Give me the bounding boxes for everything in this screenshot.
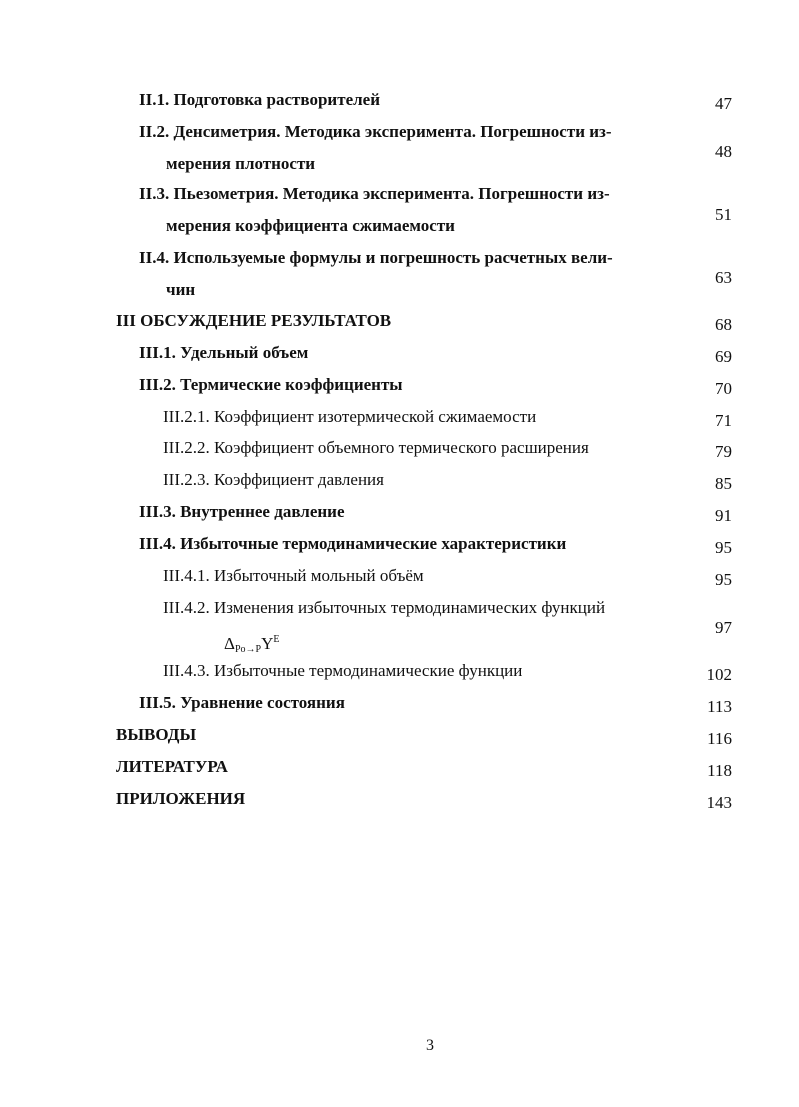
toc-page-number: 48: [715, 142, 732, 161]
toc-entry-title: II.2. Денсиметрия. Методика эксперимента. Погрешности из-: [139, 122, 612, 141]
toc-entry-title: III ОБСУЖДЕНИЕ РЕЗУЛЬТАТОВ: [116, 311, 392, 330]
toc-page-number: 118: [707, 761, 732, 780]
toc-entry-title: III.4.2. Изменения избыточных термодинамических функций: [163, 598, 606, 617]
toc-entry-iii-1: [139, 337, 679, 369]
toc-entry-iii: [116, 305, 676, 337]
toc-entry-title: ПРИЛОЖЕНИЯ: [116, 789, 246, 808]
toc-entry-title: II.3. Пьезометрия. Методика эксперимента. Погрешности из-: [139, 184, 610, 203]
toc-entry-iii-5: [139, 687, 679, 719]
toc-page-number: 79: [715, 442, 732, 461]
toc-page-number: 91: [715, 506, 732, 525]
toc-page-number: 97: [715, 618, 732, 637]
toc-entry-title: ЛИТЕРАТУРА: [116, 757, 228, 776]
toc-entry-title: II.4. Используемые формулы и погрешность расчетных вели-: [139, 248, 613, 267]
toc-page-number: 113: [707, 697, 732, 716]
toc-page-number: 69: [715, 347, 732, 366]
toc-entry-references: [116, 751, 676, 783]
toc-entry-title: ВЫВОДЫ: [116, 725, 197, 744]
toc-page-number: 51: [715, 205, 732, 224]
toc-entry-title: II.1. Подготовка растворителей: [139, 90, 380, 109]
toc-entry-title: III.2.2. Коэффициент объемного термического расширения: [163, 438, 589, 457]
toc-entry-title: III.1. Удельный объем: [139, 343, 309, 362]
toc-entry-conclusions: [116, 719, 676, 751]
toc-entry-continuation: мерения коэффициента сжимаемости: [166, 216, 455, 235]
toc-entry-iii-3: [139, 496, 679, 528]
toc-entry-ii-1: [139, 84, 679, 116]
toc-entry-title: III.4.3. Избыточные термодинамические функции: [163, 661, 523, 680]
formula-subscript: Po→P: [234, 644, 262, 655]
toc-entry-title: III.2.1. Коэффициент изотермической сжимаемости: [163, 407, 537, 426]
toc-entry-title: III.4. Избыточные термодинамические характеристики: [139, 534, 567, 553]
toc-page-number: 95: [715, 538, 732, 557]
toc-page-number: 70: [715, 379, 732, 398]
toc-entry-title: III.2.3. Коэффициент давления: [163, 470, 384, 489]
toc-entry-title: III.5. Уравнение состояния: [139, 693, 345, 712]
toc-entry-iii-4: [139, 528, 679, 560]
toc-page-number: 68: [715, 315, 732, 334]
toc-entry-iii-2: [139, 369, 679, 401]
toc-page-number: 102: [706, 665, 732, 684]
toc-page-number: 143: [706, 793, 732, 812]
toc-entry-iii-4-3: [163, 655, 673, 687]
toc-page-number: 47: [715, 94, 732, 113]
toc-entry-title: III.3. Внутреннее давление: [139, 502, 345, 521]
formula-superscript: E: [273, 634, 280, 645]
page-number-footer: 3: [426, 1037, 434, 1054]
toc-page-number: 95: [715, 570, 732, 589]
formula-delta: Δ: [224, 634, 235, 653]
toc-page-number: 71: [715, 411, 732, 430]
toc-entry-iii-4-1: [163, 560, 673, 592]
formula-main: Y: [261, 634, 274, 653]
toc-entry-appendices: [116, 783, 676, 815]
toc-entry-iii-2-3: [163, 464, 673, 496]
toc-entry-title: III.4.1. Избыточный мольный объём: [163, 566, 424, 585]
toc-entry-continuation: мерения плотности: [166, 154, 316, 173]
toc-page-number: 85: [715, 474, 732, 493]
toc-entry-iii-2-2: [163, 432, 673, 464]
toc-entry-iii-2-1: [163, 401, 673, 433]
toc-entry-ii-4: [139, 242, 679, 306]
toc-entry-ii-2: [139, 116, 679, 180]
toc-entry-continuation: чин: [166, 280, 196, 299]
toc-entry-ii-3: [139, 178, 679, 242]
toc-page-number: 63: [715, 268, 732, 287]
toc-entry-title: III.2. Термические коэффициенты: [139, 375, 403, 394]
toc-page-number: 116: [707, 729, 732, 748]
